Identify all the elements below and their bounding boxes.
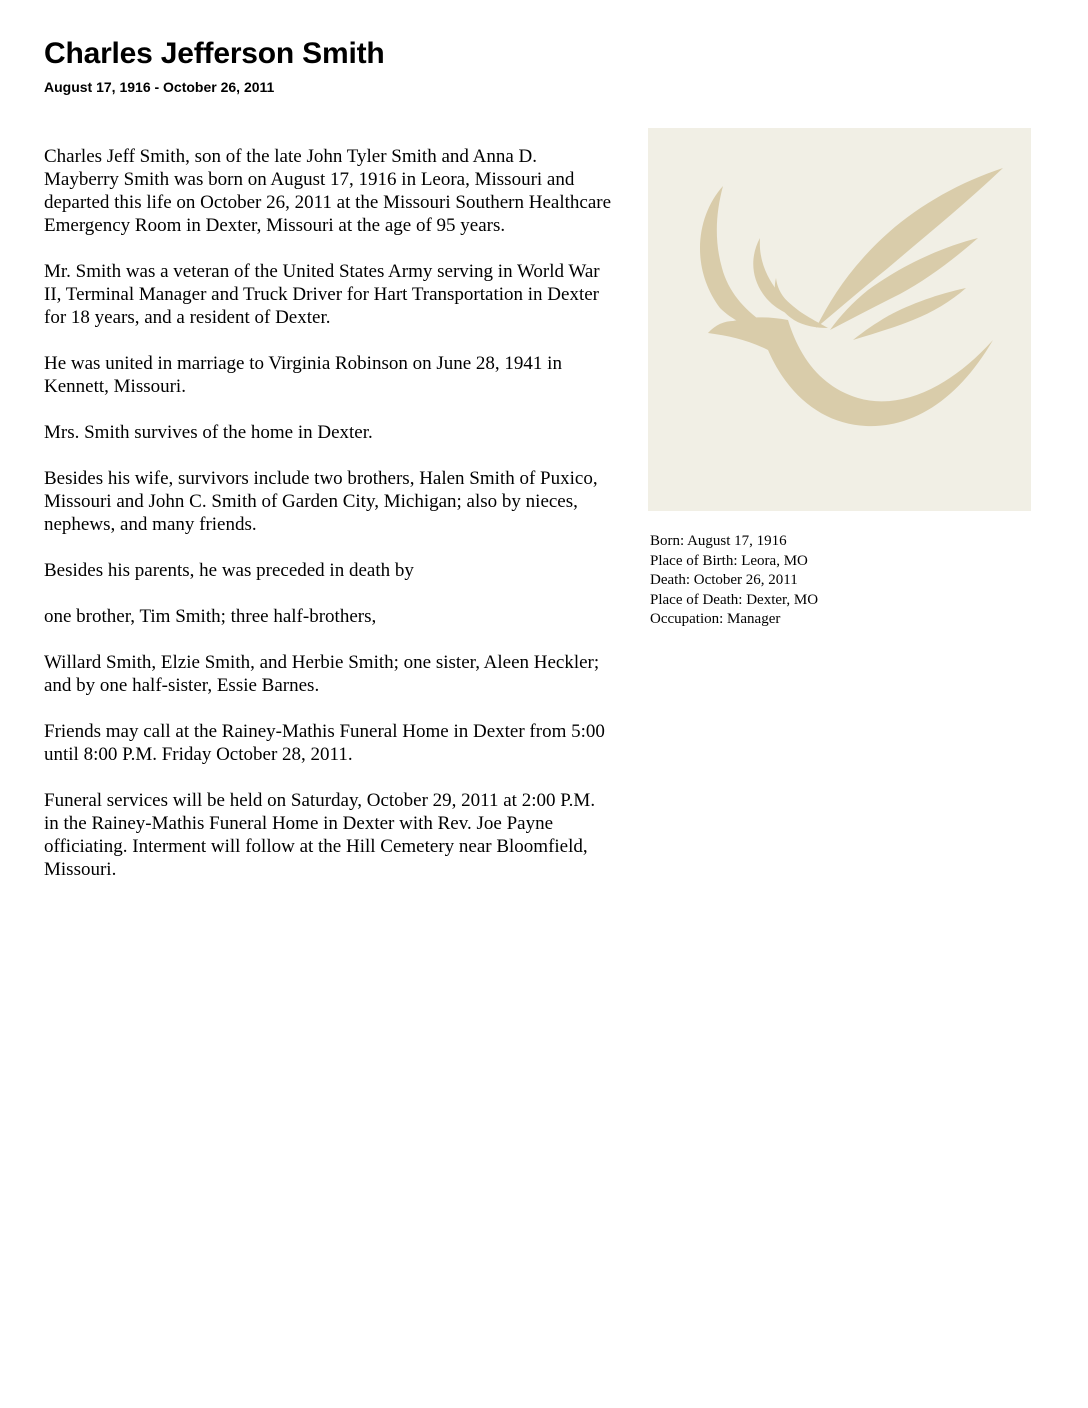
obituary-paragraph: Mr. Smith was a veteran of the United States Army serving in World War II, Terminal Manager and Truck Driver for Hart Transportation in Dexter for 18 years, and a resident of Dexter. [44,261,600,328]
born-fact: Born: August 17, 1916 [650,533,787,549]
obituary-text [44,145,614,904]
obituary-paragraph: Charles Jeff Smith, son of the late John Tyler Smith and Anna D. Mayberry Smith was born on August 17, 1916 in Leora, Missouri and departed this life on October 26, 2011 at the Missouri Southern Healthcare Emergency Room in Dexter, Missouri at the age of 95 years. [44,146,612,236]
obituary-paragraph: He was united in marriage to Virginia Robinson on June 28, 1941 in Kennett, Missouri. [44,353,562,397]
obituary-paragraph: Friends may call at the Rainey-Mathis Funeral Home in Dexter from 5:00 until 8:00 P.M. Friday October 28, 2011. [44,721,605,765]
obituary-paragraph: Willard Smith, Elzie Smith, and Herbie Smith; one sister, Aleen Heckler; and by one half-sister, Essie Barnes. [44,652,600,696]
obituary-paragraph: Funeral services will be held on Saturday, October 29, 2011 at 2:00 P.M. in the Rainey-Mathis Funeral Home in Dexter with Rev. Joe Payne officiating. Interment will follow at the Hill Cemetery near Bloomfield, Missouri. [44,790,596,880]
life-dates: August 17, 1916 - October 26, 2011 [44,79,275,95]
place-of-death-fact: Place of Death: Dexter, MO [650,591,819,608]
obituary-paragraph: Besides his parents, he was preceded in death by [44,560,414,581]
occupation-fact: Occupation: Manager [650,611,781,627]
obituary-paragraph: Besides his wife, survivors include two brothers, Halen Smith of Puxico, Missouri and John C. Smith of Garden City, Michigan; also by nieces, nephews, and many friends. [44,468,598,535]
place-of-birth-fact: Place of Birth: Leora, MO [650,552,808,569]
obituary-paragraph: one brother, Tim Smith; three half-brothers, [44,606,377,627]
vital-facts [650,532,818,630]
obituary-paragraph: Mrs. Smith survives of the home in Dexter. [44,422,373,443]
dove-emblem [648,128,1031,511]
deceased-name: Charles Jefferson Smith [44,37,385,70]
dove-icon [648,128,1031,511]
death-fact: Death: October 26, 2011 [650,572,798,588]
